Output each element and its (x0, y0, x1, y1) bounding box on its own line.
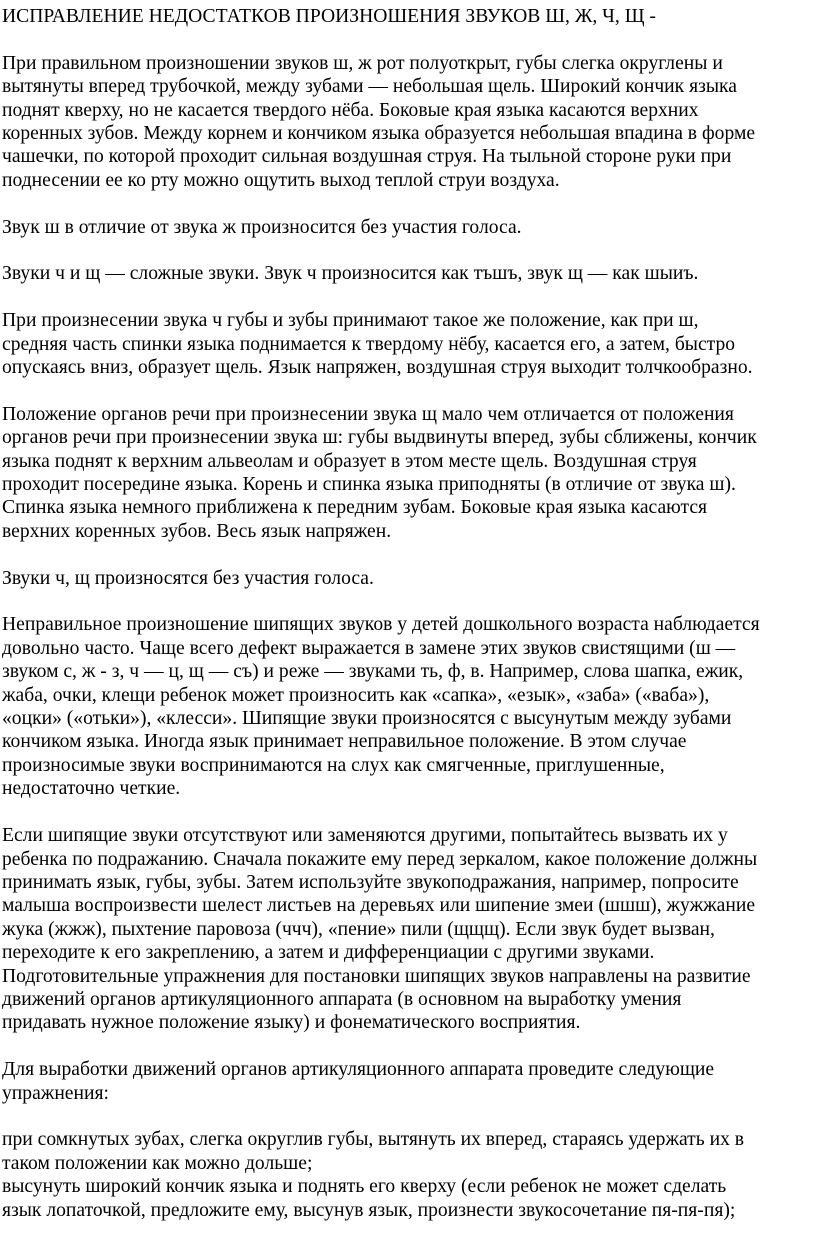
paragraph (2, 1128, 816, 1222)
text-line: Спинка языка немного приближена к передним зубам. Боковые края языка касаются (2, 497, 708, 519)
text-line: движений органов артикуляционного аппарата (в основном на выработку умения (2, 988, 682, 1010)
text-line: опускаясь вниз, образует щель. Язык напряжен, воздушная струя выходит толчкообразно. (2, 357, 753, 379)
text-line: коренных зубов. Между корнем и кончиком языка образуется небольшая впадина в форме (2, 123, 756, 145)
text-line: высунуть широкий кончик языка и поднять его кверху (если ребенок не может сделать (2, 1176, 727, 1198)
text-line: жаба, очки, клещи ребенок может произносить как «сапка», «езык», «заба» («ваба»), (2, 684, 710, 706)
text-line: при сомкнутых зубах, слегка округлив губы, вытянуть их вперед, стараясь удержать их в (2, 1129, 745, 1151)
text-line: средняя часть спинки языка поднимается к твердому нёбу, касается его, а затем, быстро (2, 333, 736, 355)
text-line: Звуки ч, щ произносятся без участия голоса. (2, 567, 374, 589)
text-line: Положение органов речи при произнесении звука щ мало чем отличается от положения (2, 403, 734, 425)
text-line: поднят кверху, но не касается твердого нёба. Боковые края языка касаются верхних (2, 99, 699, 121)
paragraph (2, 567, 816, 590)
paragraph (2, 216, 816, 239)
text-line: упражнения: (2, 1082, 109, 1104)
paragraph (2, 824, 816, 1035)
text-line: Если шипящие звуки отсутствуют или заменяются другими, попытайтесь вызвать их у (2, 825, 728, 847)
paragraph (2, 52, 816, 192)
paragraph (2, 1058, 816, 1105)
text-line: кончиком языка. Иногда язык принимает неправильное положение. В этом случае (2, 731, 687, 753)
text-line: довольно часто. Чаще всего дефект выражается в замене этих звуков свистящими (ш — (2, 637, 736, 659)
paragraph (2, 262, 816, 285)
text-line: При правильном произношении звуков ш, ж рот полуоткрыт, губы слегка округлены и (2, 52, 723, 74)
text-line: недостаточно четкие. (2, 778, 181, 800)
text-line: язык лопаточкой, предложите ему, высунув язык, произнести звукосочетание пя-пя-пя); (2, 1199, 736, 1221)
text-line: придавать нужное положение языку) и фонематического восприятия. (2, 1012, 581, 1034)
text-line: Для выработки движений органов артикуляционного аппарата проведите следующие (2, 1059, 715, 1081)
text-line: принимать язык, губы, зубы. Затем используйте звукоподражания, например, попросите (2, 871, 739, 893)
paragraph (2, 309, 816, 379)
document-body (2, 52, 816, 1222)
text-line: Неправильное произношение шипящих звуков у детей дошкольного возраста наблюдается (2, 614, 760, 636)
text-line: «оцки» («отьки»), «клесси». Шипящие звуки произносятся с высунутым между зубами (2, 708, 732, 730)
text-line: языка поднят к верхним альвеолам и образует в этом месте щель. Воздушная струя (2, 450, 697, 472)
text-line: Звуки ч и щ — сложные звуки. Звук ч произносится как тъшъ, звук щ — как шыиъ. (2, 263, 699, 285)
paragraph (2, 613, 816, 800)
document-title: ИСПРАВЛЕНИЕ НЕДОСТАТКОВ ПРОИЗНОШЕНИЯ ЗВУКОВ Ш, Ж, Ч, Щ - (2, 6, 656, 27)
text-line: малыша воспроизвести шелест листьев на деревьях или шипение змеи (шшш), жужжание (2, 895, 756, 917)
text-line: переходите к его закреплению, а затем и дифференциации с другими звуками. (2, 942, 655, 964)
text-line: поднесении ее ко рту можно ощутить выход теплой струи воздуха. (2, 169, 560, 191)
text-line: чашечки, по которой проходит сильная воздушная струя. На тыльной стороне руки при (2, 146, 732, 168)
text-line: жука (жжж), пыхтение паровоза (ччч), «пение» пили (щщщ). Если звук будет вызван, (2, 918, 715, 940)
text-line: верхних коренных зубов. Весь язык напряжен. (2, 520, 392, 542)
text-line: органов речи при произнесении звука ш: губы выдвинуты вперед, зубы сближены, кончик (2, 427, 757, 449)
text-line: Подготовительные упражнения для постановки шипящих звуков направлены на развитие (2, 965, 751, 987)
text-line: произносимые звуки воспринимаются на слух как смягченные, приглушенные, (2, 754, 665, 776)
text-line: При произнесении звука ч губы и зубы принимают такое же положение, как при ш, (2, 310, 699, 332)
text-line: ребенка по подражанию. Сначала покажите ему перед зеркалом, какое положение должны (2, 848, 758, 870)
text-line: вытянуты вперед трубочкой, между зубами — небольшая щель. Широкий кончик языка (2, 76, 737, 98)
paragraph (2, 403, 816, 543)
text-line: проходит посередине языка. Корень и спинка языка приподняты (в отличие от звука ш). (2, 474, 736, 496)
text-line: таком положении как можно дольше; (2, 1152, 313, 1174)
text-line: Звук ш в отличие от звука ж произносится без участия голоса. (2, 216, 522, 238)
text-line: звуком с, ж - з, ч — ц, щ — съ) и реже — звуками ть, ф, в. Например, слова шапка, ежик, (2, 661, 744, 683)
